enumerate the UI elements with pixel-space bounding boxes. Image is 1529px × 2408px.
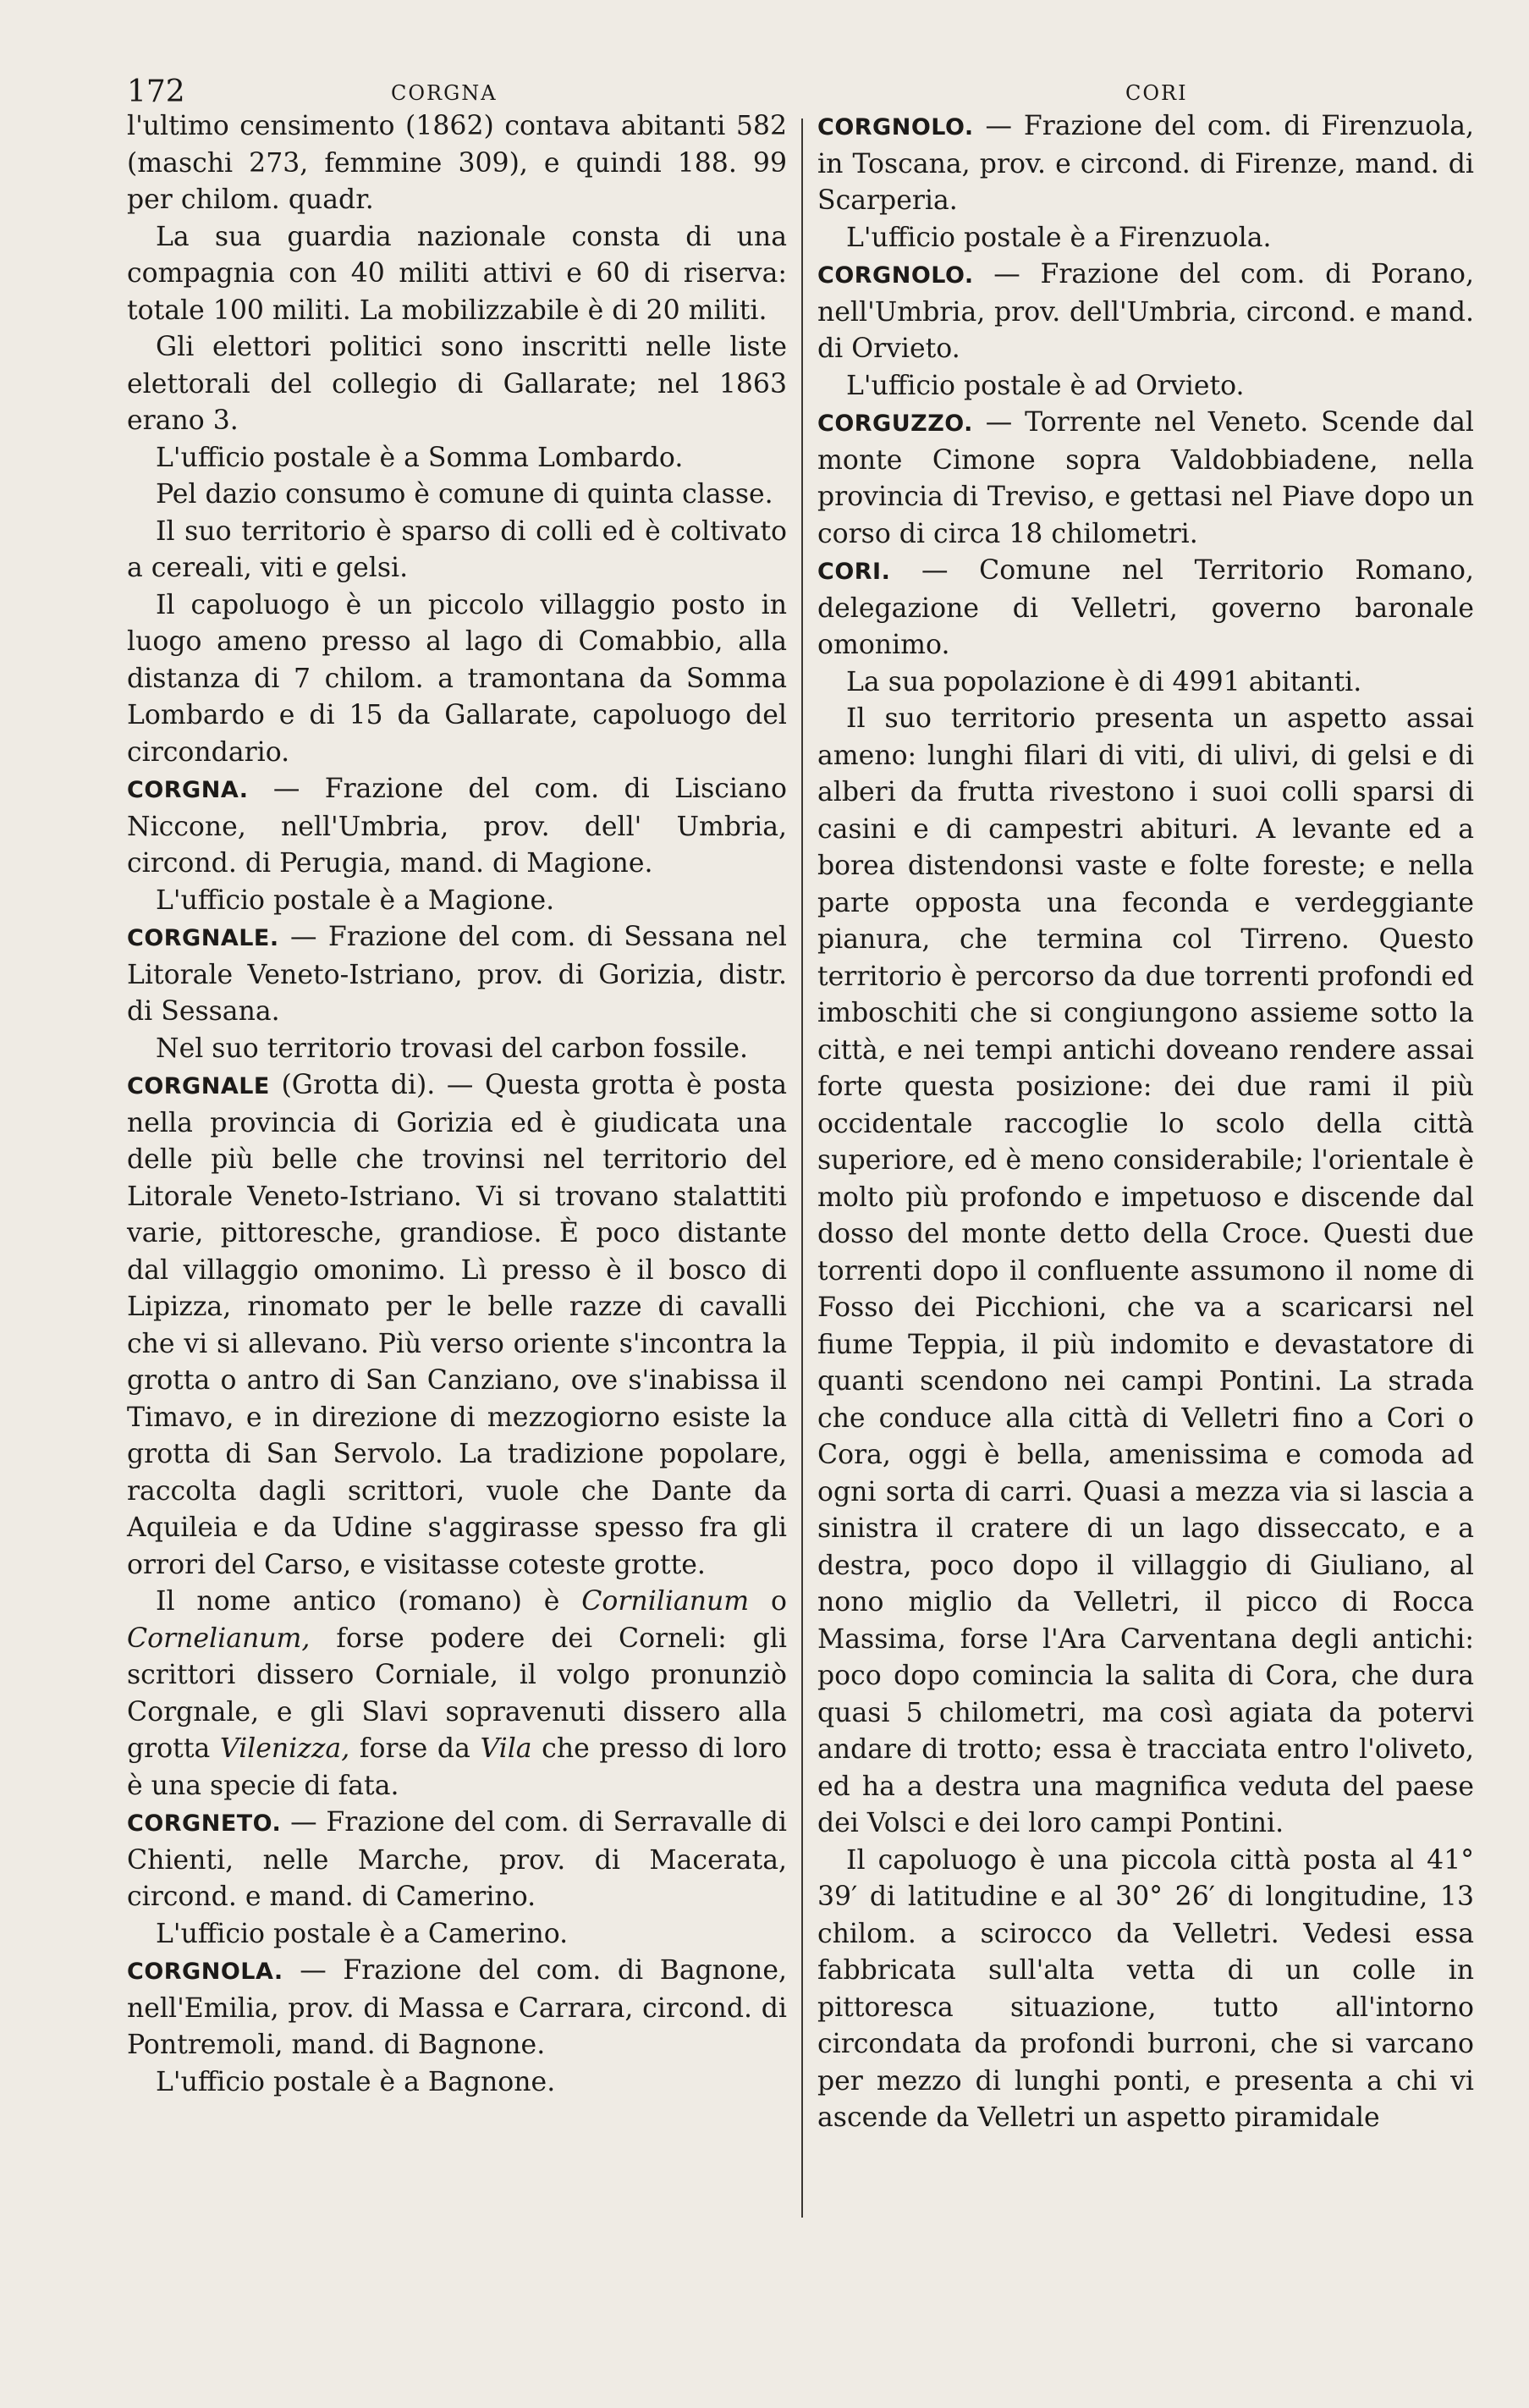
italic-term: Cornilianum [581, 1586, 750, 1617]
running-head-right: CORI [1125, 81, 1188, 105]
paragraph: Il suo territorio è sparso di colli ed è coltivato a cereali, viti e gelsi. [127, 515, 787, 583]
entry-headword: CORGNALE. [127, 925, 279, 951]
entry-corguzzo [817, 405, 1474, 553]
text-run: che presso di loro è una specie di fata. [127, 1733, 787, 1801]
entry-text: — Frazione del com. di Firenzuola, in Toscana, prov. e circond. di Firenze, mand. di Scarperia. [817, 111, 1474, 216]
paragraph: L'ufficio postale è a Camerino. [156, 1918, 569, 1949]
entry-cori [817, 553, 1474, 664]
text-run: Il nome antico (romano) è [156, 1586, 582, 1617]
entry-headword: CORGNETO. [127, 1810, 282, 1837]
paragraph: L'ufficio postale è a Firenzuola. [846, 222, 1272, 253]
entry-headword: CORI. [817, 559, 891, 585]
italic-term: Vila [480, 1733, 532, 1764]
text-run: forse da [349, 1733, 481, 1764]
paragraph: L'ufficio postale è ad Orvieto. [846, 370, 1245, 401]
entry-headword: CORGNA. [127, 777, 249, 803]
paragraph: L'ufficio postale è a Magione. [156, 884, 555, 916]
paragraph: Nel suo territorio trovasi del carbon fossile. [156, 1033, 749, 1064]
page-number: 172 [127, 74, 185, 109]
entry-text: — Frazione del com. di Porano, nell'Umbria, prov. dell'Umbria, circond. e mand. di Orvieto. [817, 259, 1474, 364]
entry-headword: CORGNOLO. [817, 114, 974, 141]
entry-text: — Frazione del com. di Sessana nel Litorale Veneto-Istriano, prov. di Gorizia, distr. di Sessana. [127, 922, 787, 1027]
entry-corgna [127, 771, 787, 883]
entry-headword: CORGUZZO. [817, 411, 973, 437]
paragraph: L'ufficio postale è a Somma Lombardo. [156, 442, 684, 473]
entry-text: — Torrente nel Veneto. Scende dal monte Cimone sopra Valdobbiadene, nella provincia di Treviso, e gettasi nel Piave dopo un corso di circa 18 chilometri. [817, 407, 1474, 549]
entry-corgnolo-firenzuola [817, 108, 1474, 220]
entry-corgnola [127, 1953, 787, 2064]
text-run: o [749, 1586, 787, 1617]
paragraph: l'ultimo censimento (1862) contava abitanti 582 (maschi 273, femmine 309), e quindi 188. 99 per chilom. quadr. [127, 111, 787, 215]
entry-corgnale-grotta [127, 1067, 787, 1584]
paragraph: Il capoluogo è una piccola città posta al 41° 39′ di latitudine e al 30° 26′ di longitudine, 13 chilom. a scirocco da Velletri. Vedesi essa fabbricata sull'alta vetta di un colle in pittoresca situazione, tutto all'intorno circondata da profondi burroni, che si varcano per mezzo di lunghi ponti, e presenta a chi vi ascende da Velletri un aspetto piramidale [817, 1844, 1474, 2133]
paragraph: Pel dazio consumo è comune di quinta classe. [156, 479, 773, 510]
column-divider [801, 118, 803, 2218]
paragraph: L'ufficio postale è a Bagnone. [156, 2066, 556, 2097]
paragraph: Gli elettori politici sono inscritti nelle liste elettorali del collegio di Gallarate; nel 1863 erano 3. [127, 332, 787, 436]
right-column [817, 108, 1474, 2137]
paragraph: La sua guardia nazionale consta di una compagnia con 40 militi attivi e 60 di riserva: totale 100 militi. La mobilizzabile è di 20 militi. [127, 221, 787, 326]
entry-corgneto [127, 1805, 787, 1916]
entry-headword: CORGNALE [127, 1073, 270, 1099]
entry-text: — Frazione del com. di Bagnone, nell'Emilia, prov. di Massa e Carrara, circond. di Pontremoli, mand. di Bagnone. [127, 1955, 787, 2060]
text-run: forse podere dei Corneli: gli scrittori dissero Corniale, il volgo pronunziò Corgnale, e gli Slavi sopravenuti dissero alla grotta [127, 1623, 787, 1764]
entry-text: — Comune nel Territorio Romano, delegazione di Velletri, governo baronale omonimo. [817, 555, 1474, 660]
paragraph: Il suo territorio presenta un aspetto assai ameno: lunghi filari di viti, di ulivi, di gelsi e di alberi da frutta rivestono i suoi colli sparsi di casini e di campestri abituri. A levante ed a borea distendonsi vaste e folte foreste; e nella parte opposta una feconda e verdeggiante pianura, che termina col Tirreno. Questo territorio è percorso da due torrenti profondi ed imboschiti che si congiungono assieme sotto la città, e nei tempi antichi doveano rendere assai forte questa posizione: dei due rami il più occidentale raccoglie lo scolo della città superiore, ed è meno considerabile; l'orientale è molto più profondo e impetuoso e discende dal dosso del monte detto della Croce. Questi due torrenti dopo il confluente assumono il nome di Fosso dei Picchioni, che va a scaricarsi nel fiume Teppia, il più indomito e devastatore di quanti scendono nei campi Pontini. La strada che conduce alla città di Velletri fino a Cori o Cora, oggi è bella, amenissima e comoda ad ogni sorta di carri. Quasi a mezza via si lascia a sinistra il cratere di un lago disseccato, e a destra, poco dopo il villaggio di Giuliano, al nono miglio da Velletri, il picco di Rocca Massima, forse l'Ara Carventana degli antichi: poco dopo comincia la salita di Cora, che dura quasi 5 chilometri, ma così agiata da potervi andare di trotto; essa è tracciata entro l'oliveto, ed ha a destra una magnifica veduta del paese dei Volsci e dei loro campi Pontini. [817, 703, 1474, 1838]
entry-headword: CORGNOLO. [817, 262, 974, 289]
entry-headword: CORGNOLA. [127, 1959, 283, 1985]
entry-text: (Grotta di). — Questa grotta è posta nella provincia di Gorizia ed è giudicata una delle più belle che trovinsi nel territorio del Litorale Veneto-Istriano. Vi si trovano stalattiti varie, pittoresche, grandiose. È poco distante dal villaggio omonimo. Lì presso è il bosco di Lipizza, rinomato per le belle razze di cavalli che vi si allevano. Più verso oriente s'incontra la grotta o antro di San Canziano, ove s'inabissa il Timavo, e in direzione di mezzogiorno esiste la grotta di San Servolo. La tradizione popolare, raccolta dagli scrittori, vuole che Dante da Aquileia e da Udine s'aggirasse spesso fra gli orrori del Carso, e visitasse coteste grotte. [127, 1070, 787, 1580]
entry-text: — Frazione del com. di Lisciano Niccone, nell'Umbria, prov. dell' Umbria, circond. di Perugia, mand. di Magione. [127, 774, 787, 879]
left-column [127, 108, 787, 2101]
paragraph: La sua popolazione è di 4991 abitanti. [846, 666, 1362, 697]
italic-term: Vilenizza, [219, 1733, 350, 1764]
entry-corgnale [127, 919, 787, 1031]
entry-corgnolo-porano [817, 256, 1474, 368]
italic-term: Cornelianum, [127, 1623, 311, 1654]
paragraph: Il capoluogo è un piccolo villaggio posto in luogo ameno presso al lago di Comabbio, alla distanza di 7 chilom. a tramontana da Somma Lombardo e di 15 da Gallarate, capoluogo del circondario. [127, 589, 787, 768]
running-head-left: CORGNA [391, 81, 498, 105]
paragraph-nome-antico [127, 1584, 787, 1805]
entry-text: — Frazione del com. di Serravalle di Chienti, nelle Marche, prov. di Macerata, circond. e mand. di Camerino. [127, 1807, 787, 1912]
